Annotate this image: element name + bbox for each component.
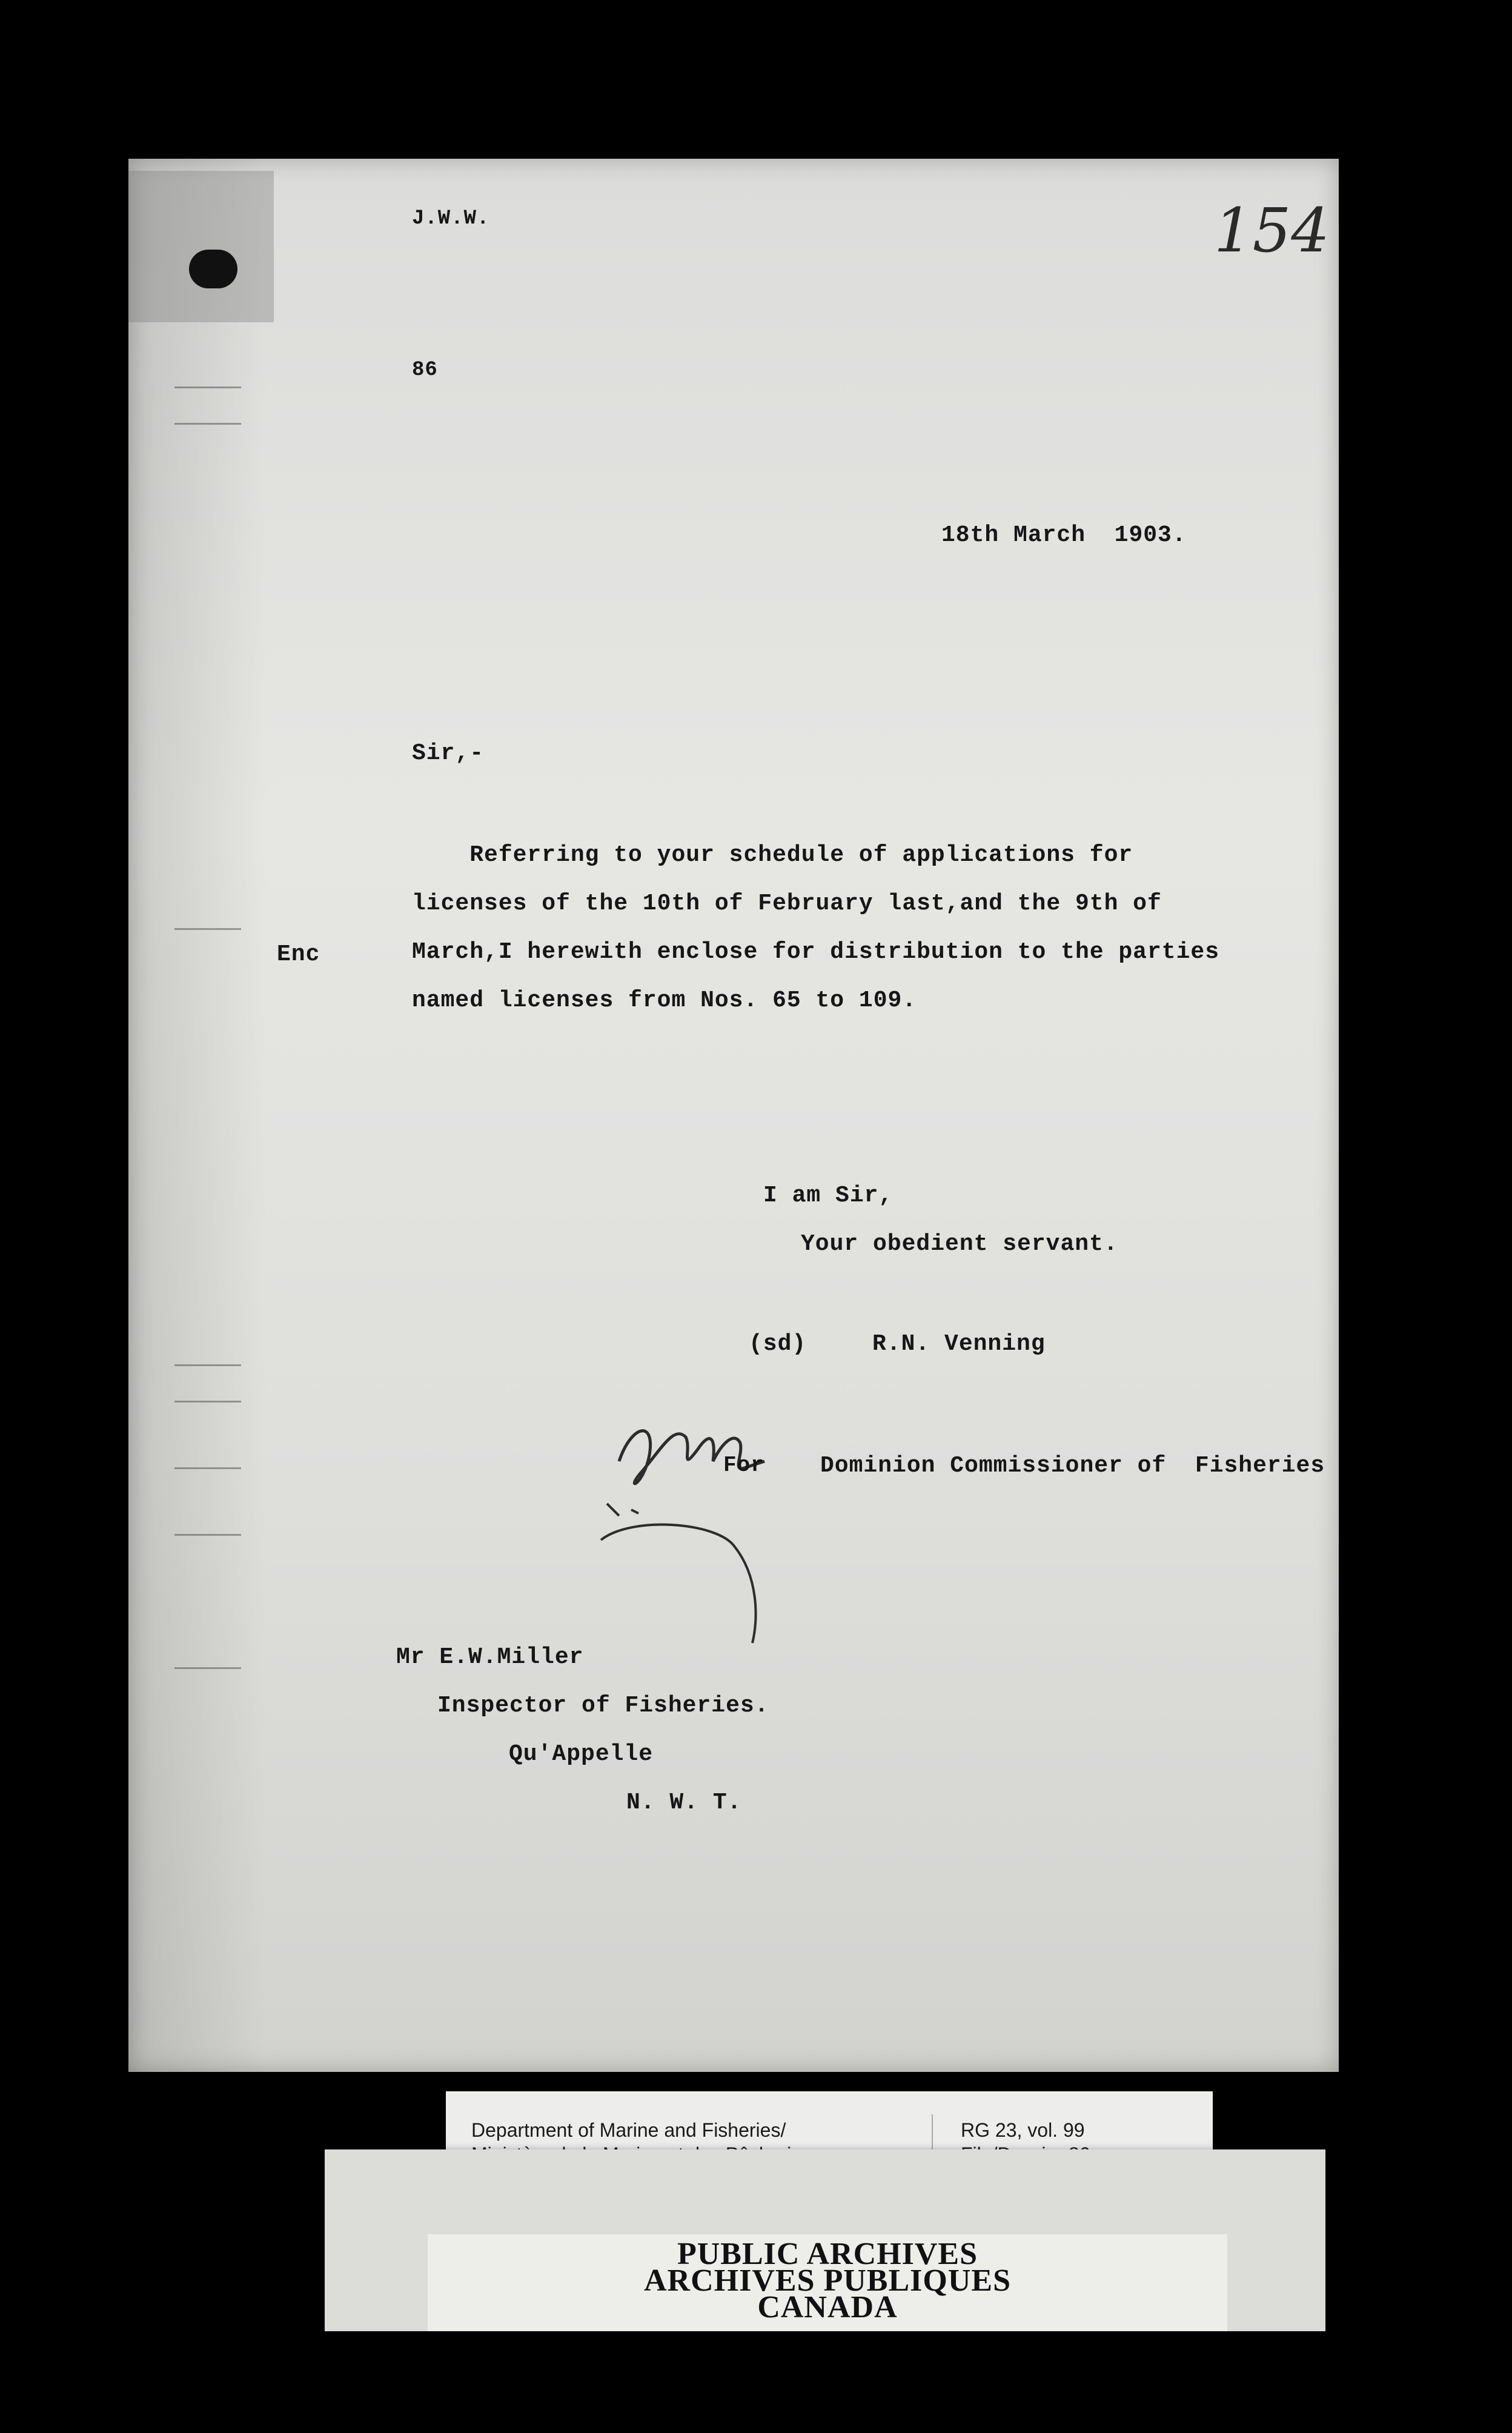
body-line-4: named licenses from Nos. 65 to 109. bbox=[412, 987, 917, 1014]
closing-line-2: Your obedient servant. bbox=[801, 1231, 1118, 1257]
signed-name: R.N. Venning bbox=[872, 1331, 1046, 1357]
letter-date: 18th March 1903. bbox=[941, 522, 1187, 548]
for-word: For bbox=[723, 1453, 764, 1478]
recipient-region: N. W. T. bbox=[626, 1790, 742, 1816]
recipient-place: Qu'Appelle bbox=[509, 1741, 654, 1767]
archive-stamp-panel bbox=[428, 2234, 1227, 2331]
punch-hole-icon bbox=[189, 250, 237, 288]
corner-tab bbox=[128, 171, 274, 322]
margin-mark bbox=[174, 387, 241, 388]
margin-note-enclosure: Enc bbox=[277, 941, 320, 968]
margin-mark bbox=[174, 1401, 241, 1402]
stamp-line-3: CANADA bbox=[757, 2290, 898, 2325]
signatory-title: Dominion Commissioner of Fisheries bbox=[820, 1453, 1325, 1479]
archive-stamp-card bbox=[325, 2149, 1325, 2331]
recipient-title: Inspector of Fisheries. bbox=[437, 1693, 769, 1719]
handwritten-initials-signature bbox=[583, 1401, 898, 1655]
body-line-1: Referring to your schedule of applications for bbox=[412, 842, 1133, 868]
margin-mark bbox=[174, 1467, 241, 1469]
page-shadow bbox=[128, 159, 268, 2072]
stamp-line-2: ARCHIVES PUBLIQUES bbox=[643, 2263, 1012, 2298]
file-number: 86 bbox=[412, 359, 438, 382]
margin-mark bbox=[174, 928, 241, 930]
page-number: 154 bbox=[1214, 195, 1330, 266]
margin-mark bbox=[174, 1534, 241, 1536]
body-line-3: March,I herewith enclose for distribution to the parties bbox=[412, 939, 1220, 965]
closing-line-1: I am Sir, bbox=[763, 1183, 894, 1209]
reference-rg: RG 23, vol. 99 bbox=[961, 2119, 1085, 2141]
margin-mark bbox=[174, 1667, 241, 1669]
stamp-line-1: PUBLIC ARCHIVES bbox=[677, 2237, 978, 2271]
salutation: Sir,- bbox=[412, 740, 485, 766]
letter-page bbox=[128, 159, 1339, 2072]
margin-mark bbox=[174, 423, 241, 425]
department-en: Department of Marine and Fisheries/ bbox=[471, 2119, 786, 2141]
margin-mark bbox=[174, 1364, 241, 1366]
initials: J.W.W. bbox=[412, 207, 490, 230]
body-line-2: licenses of the 10th of February last,and the 9th of bbox=[412, 891, 1162, 917]
recipient-name: Mr E.W.Miller bbox=[396, 1644, 584, 1670]
signed-prefix: (sd) bbox=[749, 1331, 807, 1357]
